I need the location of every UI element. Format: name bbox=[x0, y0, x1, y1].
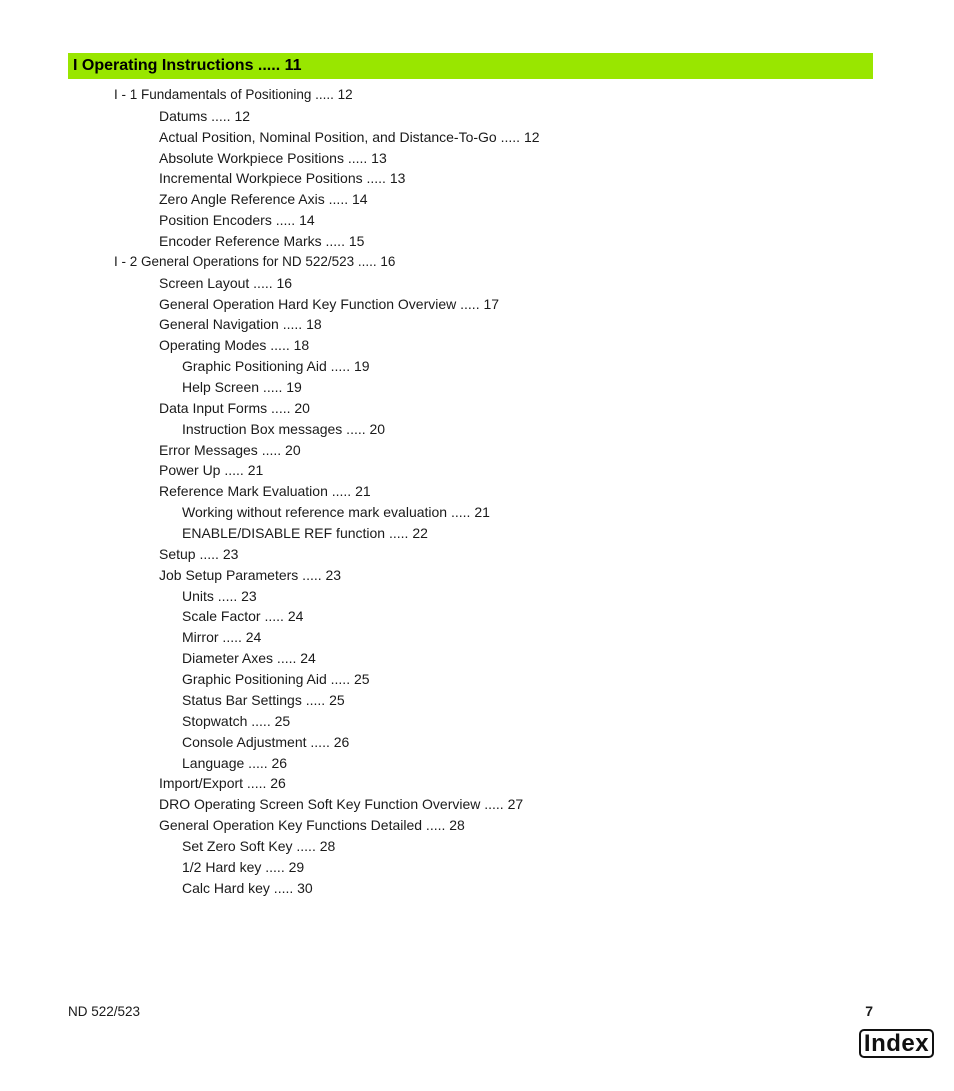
section-header bbox=[68, 53, 873, 79]
toc-entry[interactable]: Encoder Reference Marks ..... 15 bbox=[159, 233, 365, 250]
toc-entry[interactable]: General Operation Key Functions Detailed ..... 28 bbox=[159, 817, 465, 834]
toc-entry[interactable]: Graphic Positioning Aid ..... 25 bbox=[182, 671, 370, 688]
toc-entry[interactable]: Zero Angle Reference Axis ..... 14 bbox=[159, 191, 368, 208]
toc-entry[interactable]: Setup ..... 23 bbox=[159, 545, 239, 562]
toc-entry[interactable]: General Navigation ..... 18 bbox=[159, 316, 322, 333]
toc-entry[interactable]: Diameter Axes ..... 24 bbox=[182, 650, 316, 667]
toc-entry[interactable]: General Operation Hard Key Function Overview ..... 17 bbox=[159, 295, 500, 312]
toc-entry[interactable]: Screen Layout ..... 16 bbox=[159, 274, 293, 291]
toc-entry[interactable]: 1/2 Hard key ..... 29 bbox=[182, 858, 305, 875]
toc-entry[interactable]: Status Bar Settings ..... 25 bbox=[182, 691, 345, 708]
toc-entry[interactable]: Language ..... 26 bbox=[182, 754, 288, 771]
toc-entry[interactable]: Mirror ..... 24 bbox=[182, 629, 262, 646]
toc-entry[interactable]: Instruction Box messages ..... 20 bbox=[182, 420, 386, 437]
toc-entry[interactable]: ENABLE/DISABLE REF function ..... 22 bbox=[182, 525, 428, 542]
toc-entry[interactable]: Position Encoders ..... 14 bbox=[159, 212, 315, 229]
toc-entry[interactable]: Data Input Forms ..... 20 bbox=[159, 399, 310, 416]
toc-entry[interactable]: Datums ..... 12 bbox=[159, 107, 251, 124]
index-tab[interactable]: Index bbox=[859, 1029, 934, 1058]
toc-entry[interactable]: I - 2 General Operations for ND 522/523 ..... 16 bbox=[114, 253, 396, 269]
toc-entry[interactable]: Absolute Workpiece Positions ..... 13 bbox=[159, 149, 387, 166]
toc-entry[interactable]: Units ..... 23 bbox=[182, 587, 257, 604]
section-title[interactable]: I Operating Instructions ..... 11 bbox=[73, 57, 302, 74]
toc-entry[interactable]: Operating Modes ..... 18 bbox=[159, 337, 310, 354]
toc-entry[interactable]: Calc Hard key ..... 30 bbox=[182, 879, 313, 896]
toc-entry[interactable]: Import/Export ..... 26 bbox=[159, 775, 286, 792]
toc-entry[interactable]: Power Up ..... 21 bbox=[159, 462, 264, 479]
toc-entry[interactable]: Graphic Positioning Aid ..... 19 bbox=[182, 358, 370, 375]
toc-entry[interactable]: Incremental Workpiece Positions ..... 13 bbox=[159, 170, 406, 187]
toc-entry[interactable]: DRO Operating Screen Soft Key Function Overview ..... 27 bbox=[159, 796, 524, 813]
toc-entry[interactable]: Working without reference mark evaluation ..... 21 bbox=[182, 504, 490, 521]
page-number: 7 bbox=[865, 1003, 873, 1019]
toc-entry[interactable]: Job Setup Parameters ..... 23 bbox=[159, 566, 342, 583]
toc-entry[interactable]: Reference Mark Evaluation ..... 21 bbox=[159, 483, 371, 500]
footer-model: ND 522/523 bbox=[68, 1004, 141, 1019]
toc-entry[interactable]: Stopwatch ..... 25 bbox=[182, 712, 291, 729]
toc-entry[interactable]: I - 1 Fundamentals of Positioning ..... 12 bbox=[114, 87, 353, 102]
toc-entry[interactable]: Set Zero Soft Key ..... 28 bbox=[182, 837, 336, 854]
toc-entry[interactable]: Help Screen ..... 19 bbox=[182, 379, 302, 396]
table-of-contents bbox=[0, 85, 954, 899]
toc-entry[interactable]: Console Adjustment ..... 26 bbox=[182, 733, 350, 750]
toc-entry[interactable]: Actual Position, Nominal Position, and Distance-To-Go ..... 12 bbox=[159, 128, 540, 145]
toc-entry[interactable]: Error Messages ..... 20 bbox=[159, 441, 301, 458]
toc-entry[interactable]: Scale Factor ..... 24 bbox=[182, 608, 304, 625]
